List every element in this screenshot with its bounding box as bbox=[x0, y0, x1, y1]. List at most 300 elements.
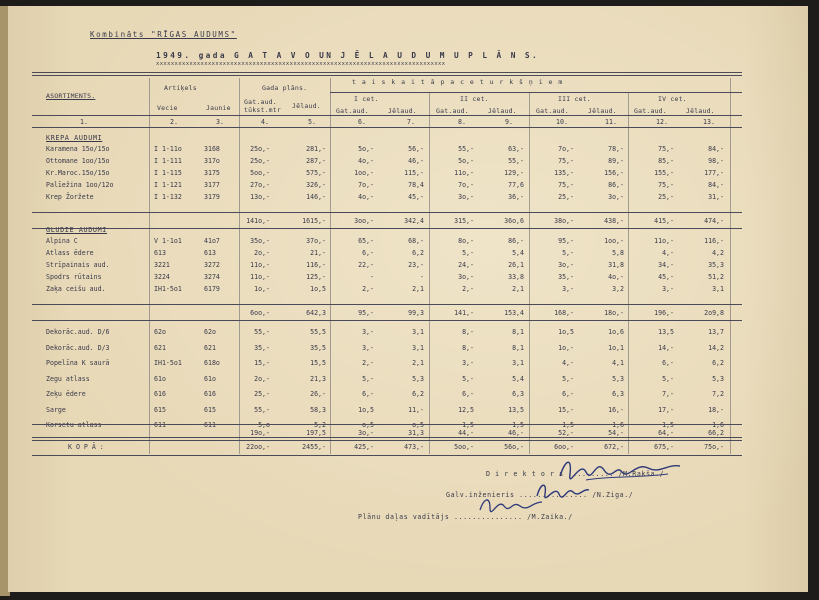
grand-total-cell: 22oo,- bbox=[246, 443, 270, 451]
value-cell: 1,5 bbox=[462, 421, 474, 429]
value-cell: 8,1 bbox=[512, 328, 524, 336]
value-cell: 13o,- bbox=[250, 193, 270, 201]
value-cell: 4,2 bbox=[712, 249, 724, 257]
section-title-krepa: KREPA AUDUMI bbox=[46, 134, 103, 142]
table-row bbox=[8, 249, 808, 261]
article-old: 61o bbox=[154, 374, 166, 383]
assortment-name: Dekorāc.aud. D/6 bbox=[46, 328, 110, 336]
value-cell: 86,- bbox=[608, 181, 624, 189]
value-cell: 3,- bbox=[362, 328, 374, 336]
value-cell: 86,- bbox=[508, 237, 524, 245]
subtotal-cell: 141o,- bbox=[246, 217, 270, 225]
subtotal-cell: 474,- bbox=[704, 217, 724, 225]
article-old: 62o bbox=[154, 328, 166, 336]
subtotal-cell: 3oo,- bbox=[354, 217, 374, 225]
value-cell: 75,- bbox=[558, 181, 574, 189]
value-cell: 75,- bbox=[558, 157, 574, 165]
grand-total-rule-top bbox=[32, 437, 742, 438]
subtotal-cell: 415,- bbox=[654, 217, 674, 225]
value-cell: 34,- bbox=[658, 261, 674, 269]
article-new: 3179 bbox=[204, 193, 220, 201]
value-cell: 5o,- bbox=[458, 157, 474, 165]
article-old: I 1-11o bbox=[154, 145, 182, 153]
article-new: 3177 bbox=[204, 181, 220, 189]
assortment-name: Atlass ēdere bbox=[46, 249, 94, 257]
table-row bbox=[8, 375, 808, 387]
assortment-name: Sarge bbox=[46, 405, 66, 414]
subtotal-rule bbox=[32, 424, 742, 425]
value-cell: 3o,- bbox=[558, 261, 574, 269]
value-cell: 7o,- bbox=[458, 181, 474, 189]
subtotal-cell: 66,2 bbox=[708, 429, 724, 437]
value-cell: 25,- bbox=[658, 193, 674, 201]
value-cell: 55,- bbox=[254, 405, 270, 414]
header-old: Vecie bbox=[157, 104, 178, 112]
value-cell: 1o,6 bbox=[608, 328, 624, 336]
subtotal-cell: 1615,- bbox=[302, 217, 326, 225]
subtotal-cell: 153,4 bbox=[504, 309, 524, 317]
value-cell: 6,- bbox=[662, 359, 674, 367]
value-cell: 95,- bbox=[558, 237, 574, 245]
header-new: Jaunie bbox=[206, 104, 231, 112]
colnum: 2. bbox=[170, 118, 178, 126]
value-cell: 6,3 bbox=[512, 390, 524, 398]
value-cell: 51,2 bbox=[708, 273, 724, 281]
subtotal-rule-bottom bbox=[32, 228, 742, 229]
subtotal-cell: 44,- bbox=[458, 429, 474, 437]
table-row bbox=[8, 193, 808, 205]
value-cell: 31,8 bbox=[608, 261, 624, 269]
value-cell: 13,5 bbox=[508, 405, 524, 414]
header-rule bbox=[32, 115, 742, 116]
subtotal-cell: 64,- bbox=[658, 429, 674, 437]
quarter-rule bbox=[330, 92, 742, 93]
value-cell: 35,3 bbox=[708, 261, 724, 269]
value-cell: 5,- bbox=[562, 374, 574, 383]
value-cell: 3,2 bbox=[612, 285, 624, 293]
table-row bbox=[8, 261, 808, 273]
value-cell: 58,3 bbox=[310, 405, 326, 414]
value-cell: 2,- bbox=[362, 359, 374, 367]
value-cell: 3o,- bbox=[458, 273, 474, 281]
article-old: 621 bbox=[154, 343, 166, 352]
colnum: 11. bbox=[605, 118, 617, 126]
value-cell: 77,6 bbox=[508, 181, 524, 189]
value-cell: 1,5 bbox=[562, 421, 574, 429]
title-underline-x: xxxxxxxxxxxxxxxxxxxxxxxxxxxxxxxxxxxxxxxxxxxxxxxxxxxxxxxxxxxxxxxxxxxxxxxxxxxxxx bbox=[156, 61, 446, 67]
value-cell: 156,- bbox=[604, 169, 624, 177]
article-new: 616 bbox=[204, 390, 216, 398]
header-q1-jel: Jēlaud. bbox=[388, 107, 417, 115]
subtotal-cell: 342,4 bbox=[404, 217, 424, 225]
table-row bbox=[8, 237, 808, 249]
subtotal-cell: 52,- bbox=[558, 429, 574, 437]
value-cell: 1o,5 bbox=[310, 285, 326, 293]
value-cell: o,5 bbox=[412, 421, 424, 429]
value-cell: 18,- bbox=[708, 405, 724, 414]
table-top-rule bbox=[32, 72, 742, 73]
header-q3: III cet. bbox=[558, 95, 591, 103]
header-q2-gat: Gat.aud. bbox=[436, 107, 469, 115]
value-cell: 13,7 bbox=[708, 328, 724, 336]
assortment-name: Zaķa ceišu aud. bbox=[46, 285, 106, 293]
value-cell: 35,5 bbox=[310, 343, 326, 352]
value-cell: 37o,- bbox=[306, 237, 326, 245]
value-cell: 3,1 bbox=[412, 328, 424, 336]
document-page bbox=[8, 6, 808, 592]
value-cell: 1,5 bbox=[662, 421, 674, 429]
engineer-name: /N.Ziga./ bbox=[592, 491, 634, 499]
header-q3-gat: Gat.aud. bbox=[536, 107, 569, 115]
value-cell: 8,1 bbox=[512, 343, 524, 352]
colnum-rule bbox=[32, 127, 742, 128]
value-cell: 84,- bbox=[708, 145, 724, 153]
value-cell: 56,- bbox=[408, 145, 424, 153]
value-cell: 1o,5 bbox=[558, 328, 574, 336]
subtotal-cell: 18o,- bbox=[604, 309, 624, 317]
value-cell: 8,- bbox=[462, 328, 474, 336]
value-cell: 4o,- bbox=[608, 273, 624, 281]
value-cell: 14,- bbox=[658, 343, 674, 352]
planner-handwritten-signature bbox=[476, 492, 546, 516]
value-cell: 68,- bbox=[408, 237, 424, 245]
value-cell: 55,- bbox=[458, 145, 474, 153]
value-cell: 3,- bbox=[362, 343, 374, 352]
value-cell: o,5 bbox=[362, 421, 374, 429]
plan-title: 1949. gada G A T A V O UN J Ē L A U D U M U P L Ā N S. bbox=[156, 51, 540, 60]
company-name: Kombināts "RĪGAS AUDUMS" bbox=[90, 30, 237, 39]
subtotal-cell: 438,- bbox=[604, 217, 624, 225]
table-row bbox=[8, 157, 808, 169]
table-row bbox=[8, 145, 808, 157]
assortment-name: Kr.Maroc.15o/15o bbox=[46, 169, 110, 177]
value-cell: 46,- bbox=[408, 157, 424, 165]
value-cell: 55,- bbox=[508, 157, 524, 165]
article-new: 3274 bbox=[204, 273, 220, 281]
value-cell: 6,- bbox=[462, 390, 474, 398]
value-cell: 177,- bbox=[704, 169, 724, 177]
colnum: 3. bbox=[216, 118, 224, 126]
subtotal-cell: 196,- bbox=[654, 309, 674, 317]
article-old: I 1-111 bbox=[154, 157, 182, 165]
subtotal-cell: 19o,- bbox=[250, 429, 270, 437]
header-annual: Gada plāns. bbox=[262, 84, 308, 92]
table-row bbox=[8, 390, 808, 402]
planner-role: Plānu daļas vadītājs bbox=[358, 513, 450, 521]
table-row bbox=[8, 285, 808, 297]
assortment-name: Palīežina 1oo/12o bbox=[46, 181, 114, 189]
grand-total-cell: 6oo,- bbox=[554, 443, 574, 451]
grand-total-cell: 675,- bbox=[654, 443, 674, 451]
value-cell: 5,3 bbox=[712, 374, 724, 383]
value-cell: 36,- bbox=[508, 193, 524, 201]
article-new: 41o7 bbox=[204, 237, 220, 245]
article-new: 611 bbox=[204, 421, 216, 429]
value-cell: 84,- bbox=[708, 181, 724, 189]
value-cell: 21,- bbox=[310, 249, 326, 257]
value-cell: 11o,- bbox=[454, 169, 474, 177]
value-cell: 13,5 bbox=[658, 328, 674, 336]
header-q4-gat: Gat.aud. bbox=[634, 107, 667, 115]
value-cell: 155,- bbox=[654, 169, 674, 177]
header-raw: Jēlaud. bbox=[292, 102, 321, 110]
grand-total-cell: 2455,- bbox=[302, 443, 326, 451]
value-cell: 11o,- bbox=[654, 237, 674, 245]
value-cell: 3o,- bbox=[458, 193, 474, 201]
header-q4-jel: Jēlaud. bbox=[686, 107, 715, 115]
value-cell: 125,- bbox=[306, 273, 326, 281]
value-cell: 6,- bbox=[562, 390, 574, 398]
planner-dots: ............... bbox=[453, 513, 523, 521]
value-cell: 8,- bbox=[462, 343, 474, 352]
value-cell: 33,8 bbox=[508, 273, 524, 281]
value-cell: 1,6 bbox=[612, 421, 624, 429]
value-cell: 1o,- bbox=[558, 343, 574, 352]
value-cell: 2o,- bbox=[254, 374, 270, 383]
article-old: I 1-132 bbox=[154, 193, 182, 201]
value-cell: 17,- bbox=[658, 405, 674, 414]
subtotal-cell: 6oo,- bbox=[250, 309, 270, 317]
article-old: 615 bbox=[154, 405, 166, 414]
director-role: D i r e k t o r s bbox=[486, 470, 564, 478]
article-new: 62o bbox=[204, 328, 216, 336]
assortment-name: Dekorāc.aud. D/3 bbox=[46, 343, 110, 352]
table-row bbox=[8, 328, 808, 340]
value-cell: 25o,- bbox=[250, 145, 270, 153]
colnum: 7. bbox=[407, 118, 415, 126]
value-cell: 65,- bbox=[358, 237, 374, 245]
article-old: I 1-115 bbox=[154, 169, 182, 177]
value-cell: 3o,- bbox=[608, 193, 624, 201]
value-cell: 15,- bbox=[254, 359, 270, 367]
subtotal-cell: 54,- bbox=[608, 429, 624, 437]
value-cell: 27o,- bbox=[250, 181, 270, 189]
value-cell: 1oo,- bbox=[604, 237, 624, 245]
value-cell: 7o,- bbox=[358, 181, 374, 189]
assortment-name: Korsetu atlass bbox=[46, 421, 102, 429]
value-cell: 98,- bbox=[708, 157, 724, 165]
grand-total-cell: 425,- bbox=[354, 443, 374, 451]
value-cell: 281,- bbox=[306, 145, 326, 153]
value-cell: 2,- bbox=[362, 285, 374, 293]
header-quarters-title: t a i s k a i t ā p a c e t u r k š ņ i e m bbox=[352, 78, 564, 86]
article-old: IH1-5o1 bbox=[154, 359, 182, 367]
subtotal-rule bbox=[32, 304, 742, 305]
header-finished-unit: Gat.aud. tūkst.mtr bbox=[244, 98, 282, 114]
value-cell: 25,- bbox=[254, 390, 270, 398]
value-cell: 23,- bbox=[408, 261, 424, 269]
article-old: I 1-121 bbox=[154, 181, 182, 189]
article-new: 618o bbox=[204, 359, 220, 367]
subtotal-cell: 315,- bbox=[454, 217, 474, 225]
article-old: 611 bbox=[154, 421, 166, 429]
value-cell: 116,- bbox=[306, 261, 326, 269]
value-cell: 78,4 bbox=[408, 181, 424, 189]
table-top-rule-2 bbox=[32, 75, 742, 76]
article-old: 613 bbox=[154, 249, 166, 257]
header-q1: I cet. bbox=[354, 95, 379, 103]
header-article: Artiķels bbox=[164, 84, 197, 92]
value-cell: 116,- bbox=[704, 237, 724, 245]
value-cell: 12,5 bbox=[458, 405, 474, 414]
subtotal-cell: 2o9,8 bbox=[704, 309, 724, 317]
value-cell: 7,- bbox=[662, 390, 674, 398]
value-cell: 15,5 bbox=[310, 359, 326, 367]
value-cell: 6,2 bbox=[412, 390, 424, 398]
value-cell: 55,5 bbox=[310, 328, 326, 336]
value-cell: 575,- bbox=[306, 169, 326, 177]
value-cell: 5,3 bbox=[612, 374, 624, 383]
value-cell: 26,1 bbox=[508, 261, 524, 269]
article-old: V 1-1o1 bbox=[154, 237, 182, 245]
colnum: 1. bbox=[80, 118, 88, 126]
value-cell: 26,- bbox=[310, 390, 326, 398]
assortment-name: Krep Žoržete bbox=[46, 193, 94, 201]
article-new: 61o bbox=[204, 374, 216, 383]
value-cell: 5,2 bbox=[314, 421, 326, 429]
table-row bbox=[8, 406, 808, 418]
value-cell: 22,- bbox=[358, 261, 374, 269]
value-cell: 5,4 bbox=[512, 374, 524, 383]
value-cell: 7o,- bbox=[558, 145, 574, 153]
value-cell: 14,2 bbox=[708, 343, 724, 352]
table-row bbox=[8, 169, 808, 181]
value-cell: 5,- bbox=[462, 249, 474, 257]
value-cell: 1o,5 bbox=[358, 405, 374, 414]
value-cell: 6,- bbox=[362, 249, 374, 257]
subtotal-cell: 197,5 bbox=[306, 429, 326, 437]
value-cell: 146,- bbox=[306, 193, 326, 201]
assortment-name: Popelīna K saurā bbox=[46, 359, 110, 367]
value-cell: 4,- bbox=[662, 249, 674, 257]
grand-total-cell: 473,- bbox=[404, 443, 424, 451]
value-cell: 5,o bbox=[258, 421, 270, 429]
subtotal-cell: 38o,- bbox=[554, 217, 574, 225]
value-cell: 115,- bbox=[404, 169, 424, 177]
value-cell: 2,1 bbox=[412, 359, 424, 367]
grand-total-label: K O P Ā : bbox=[68, 443, 104, 451]
value-cell: 3,- bbox=[462, 359, 474, 367]
article-new: 621 bbox=[204, 343, 216, 352]
subtotal-cell: 99,3 bbox=[408, 309, 424, 317]
colnum: 9. bbox=[505, 118, 513, 126]
subtotal-rule bbox=[32, 212, 742, 213]
value-cell: 2,1 bbox=[412, 285, 424, 293]
table-row bbox=[8, 359, 808, 371]
article-old: 616 bbox=[154, 390, 166, 398]
table-row bbox=[8, 344, 808, 356]
value-cell: 35,- bbox=[254, 343, 270, 352]
value-cell: 5o,- bbox=[358, 145, 374, 153]
value-cell: 24,- bbox=[458, 261, 474, 269]
value-cell: 45,- bbox=[658, 273, 674, 281]
article-old: IH1-5o1 bbox=[154, 285, 182, 293]
value-cell: 31,- bbox=[708, 193, 724, 201]
assortment-name: Strīpainais aud. bbox=[46, 261, 110, 269]
article-old: 3224 bbox=[154, 273, 170, 281]
subtotal-cell: 3o,- bbox=[358, 429, 374, 437]
header-assortment: ASORTIMENTS. bbox=[46, 92, 96, 100]
value-cell: 78,- bbox=[608, 145, 624, 153]
article-old: 3221 bbox=[154, 261, 170, 269]
assortment-name: Karamena 15o/15o bbox=[46, 145, 110, 153]
value-cell: 85,- bbox=[658, 157, 674, 165]
header-q2: II cet. bbox=[460, 95, 489, 103]
colnum: 12. bbox=[656, 118, 668, 126]
value-cell: 2,- bbox=[462, 285, 474, 293]
article-new: 6179 bbox=[204, 285, 220, 293]
grand-total-cell: 5oo,- bbox=[454, 443, 474, 451]
article-new: 3168 bbox=[204, 145, 220, 153]
engineer-dots: ............... bbox=[519, 491, 588, 499]
value-cell: 129,- bbox=[504, 169, 524, 177]
subtotal-cell: 46,- bbox=[508, 429, 524, 437]
value-cell: 5,- bbox=[362, 374, 374, 383]
assortment-name: Spodrs rūtains bbox=[46, 273, 102, 281]
table-row bbox=[8, 181, 808, 193]
value-cell: 4,- bbox=[562, 359, 574, 367]
table-row bbox=[8, 273, 808, 285]
grand-total-cell: 672,- bbox=[604, 443, 624, 451]
value-cell: 11o,- bbox=[250, 273, 270, 281]
director-name: /M.Rakša./ bbox=[618, 470, 665, 478]
subtotal-cell: 141,- bbox=[454, 309, 474, 317]
article-new: 3272 bbox=[204, 261, 220, 269]
colnum: 8. bbox=[458, 118, 466, 126]
subtotal-cell: 642,3 bbox=[306, 309, 326, 317]
colnum: 10. bbox=[556, 118, 568, 126]
article-new: 613 bbox=[204, 249, 216, 257]
value-cell: 1,5 bbox=[512, 421, 524, 429]
value-cell: 2,1 bbox=[512, 285, 524, 293]
value-cell: 6,- bbox=[362, 390, 374, 398]
value-cell: 63,- bbox=[508, 145, 524, 153]
value-cell: 5,3 bbox=[412, 374, 424, 383]
assortment-name: Ottomane 1oo/15o bbox=[46, 157, 110, 165]
article-new: 615 bbox=[204, 405, 216, 414]
header-q3-jel: Jēlaud. bbox=[588, 107, 617, 115]
value-cell: 25,- bbox=[558, 193, 574, 201]
colnum: 4. bbox=[261, 118, 269, 126]
value-cell: 5,- bbox=[562, 249, 574, 257]
grand-total-cell: 56o,- bbox=[504, 443, 524, 451]
section-title-gludie: GLUDIE AUDUMI bbox=[46, 226, 107, 234]
article-new: 3175 bbox=[204, 169, 220, 177]
value-cell: 21,3 bbox=[310, 374, 326, 383]
article-new: 317o bbox=[204, 157, 220, 165]
header-q1-gat: Gat.aud. bbox=[336, 107, 369, 115]
value-cell: 5,- bbox=[662, 374, 674, 383]
assortment-name: Zegu atlass bbox=[46, 374, 90, 383]
value-cell: 89,- bbox=[608, 157, 624, 165]
subtotal-cell: 168,- bbox=[554, 309, 574, 317]
value-cell: - bbox=[370, 273, 374, 281]
value-cell: 7,2 bbox=[712, 390, 724, 398]
value-cell: 6,2 bbox=[712, 359, 724, 367]
header-q2-jel: Jēlaud. bbox=[488, 107, 517, 115]
value-cell: 5,4 bbox=[512, 249, 524, 257]
value-cell: 11,- bbox=[408, 405, 424, 414]
value-cell: 35o,- bbox=[250, 237, 270, 245]
grand-total-cell: 75o,- bbox=[704, 443, 724, 451]
value-cell: 2o,- bbox=[254, 249, 270, 257]
value-cell: 25o,- bbox=[250, 157, 270, 165]
value-cell: 135,- bbox=[554, 169, 574, 177]
subtotal-rule-bottom bbox=[32, 320, 742, 321]
value-cell: 75,- bbox=[658, 181, 674, 189]
assortment-name: Alpina C bbox=[46, 237, 78, 245]
engineer-role: Galv.inženieris bbox=[446, 491, 515, 499]
